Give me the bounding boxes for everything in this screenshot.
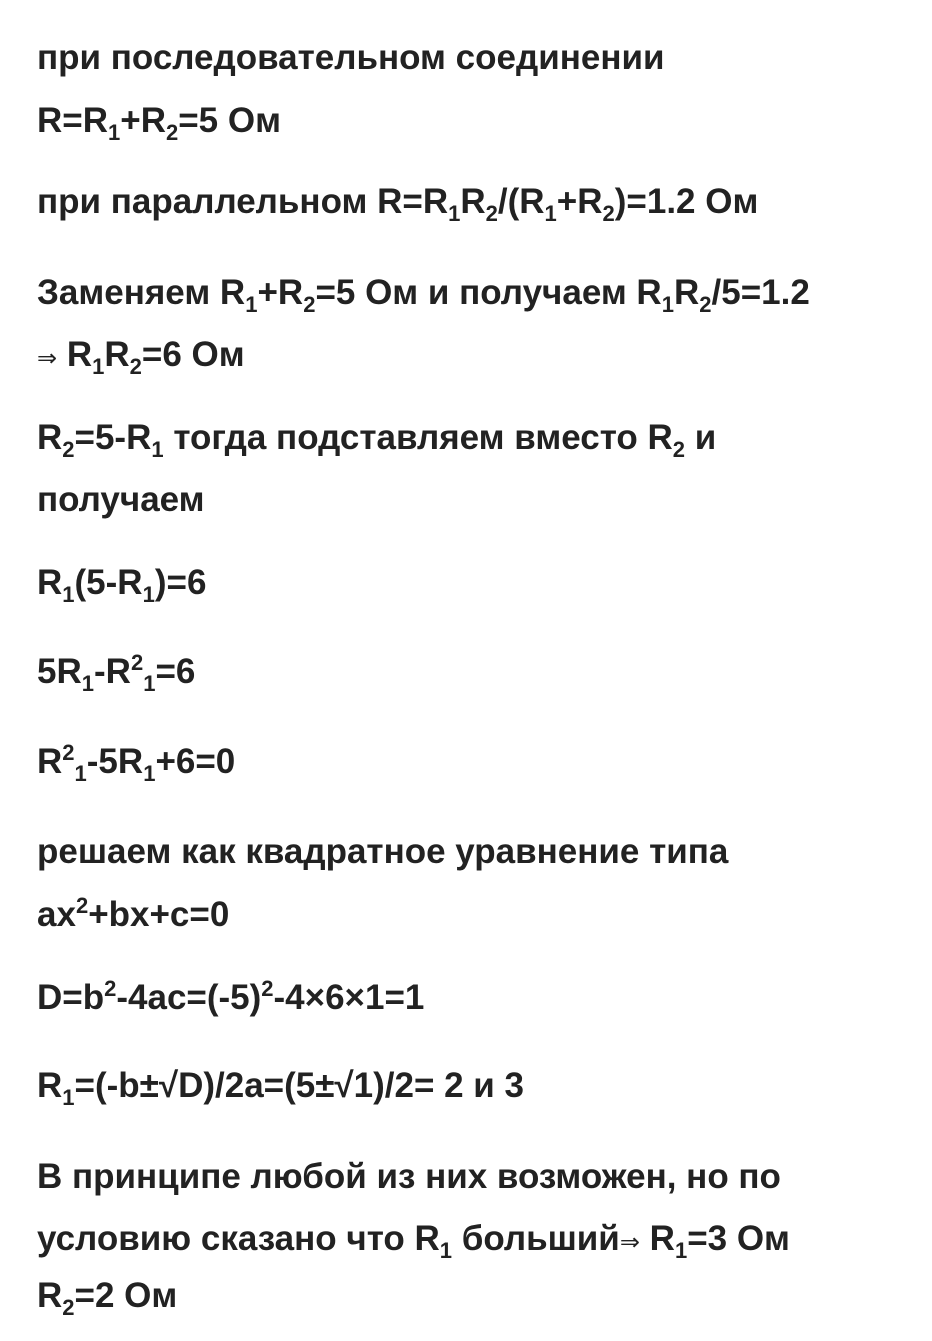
- formula-discriminant: $D=b^2-4ac=(-5)^2-4\times 6\times 1=1$: [37, 976, 425, 1017]
- text-line-1: при последовательном соединении: [37, 38, 665, 77]
- formula-series-resistance: $R=R_1+R_2=5$ Ом: [37, 101, 281, 145]
- text-line-substitution: Заменяем $R_1+R_2=5$ Ом и получаем $R_1R_2/5=1.2$: [37, 273, 810, 317]
- formula-quadratic: $R^2_1-5R_1+6=0$: [37, 740, 236, 786]
- formula-product: ⇒ $R_1R_2=6$ Ом: [37, 335, 245, 379]
- formula-parallel-resistance: при параллельном $R=R_1R_2/(R_1+R_2)=1.2$ Ом: [37, 182, 759, 226]
- formula-equation-2: $5R_1-R^2_1=6$: [37, 650, 196, 696]
- text-line-get: получаем: [37, 480, 205, 519]
- formula-general-quadratic: $ax^2+bx+c=0$: [37, 893, 230, 934]
- formula-equation-1: $R_1(5-R_1)=6$: [37, 563, 207, 607]
- text-line-conclusion-1: В принципе любой из них возможен, но по: [37, 1157, 781, 1196]
- text-line-solve: решаем как квадратное уравнение типа: [37, 832, 729, 871]
- implies-arrow-icon: ⇒: [619, 1228, 640, 1256]
- formula-roots: $R_1=(-b\pm√D)/2a=(5\pm√1)/2= 2$ и 3: [37, 1066, 525, 1110]
- implies-arrow-icon: ⇒: [37, 344, 58, 372]
- text-line-answer-r2: $R_2=2$ Ом: [37, 1276, 178, 1320]
- text-line-conclusion-2: условию сказано что $R_1$ больший⇒ $R_1=3$ Ом: [37, 1219, 790, 1263]
- text-line-r2-substitution: $R_2=5-R_1$ тогда подставляем вместо $R_2$ и: [37, 418, 717, 462]
